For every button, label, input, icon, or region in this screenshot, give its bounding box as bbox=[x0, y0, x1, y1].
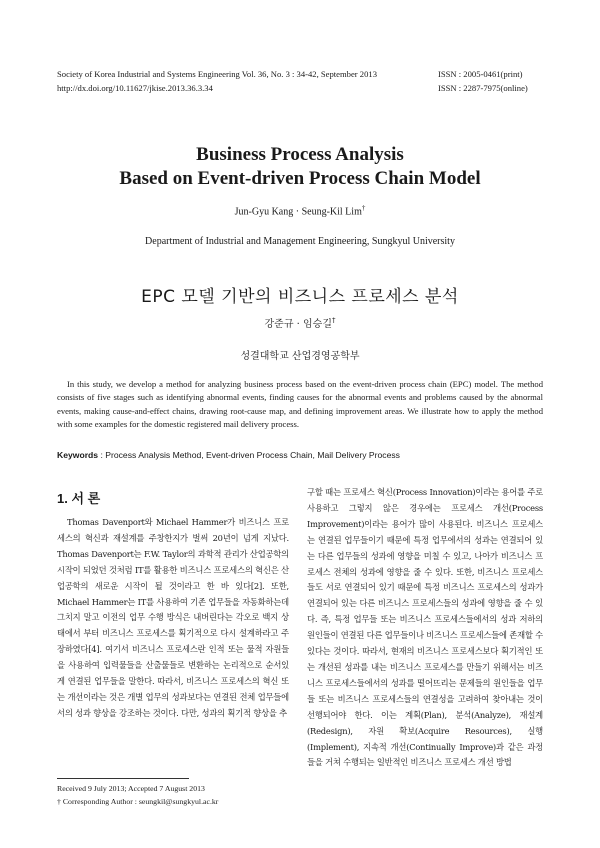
corresponding-text: Corresponding Author : seungkil@sungkyul.ac.kr bbox=[62, 797, 219, 806]
received-date: Received 9 July 2013; Accepted 7 August 2013 bbox=[57, 784, 205, 793]
title-ko: EPC 모델 기반의 비즈니스 프로세스 분석 bbox=[141, 287, 459, 307]
paragraph: Thomas Davenport와 Michael Hammer가 비즈니스 프로세스의 혁신과 재설계를 주창한지가 벌써 20년이 넘게 지났다. Thomas Davenport는 F.W. Taylor의 과학적 관리가 산업공학의 시작이 되었던 것처럼 IT를 활용한 비즈니스 프로세스의 혁신은 산업공학의 새로운 시작이 될 것이라고 한 바 있다[2]. 또한, Michael Hammer는 IT를 사용하여 기존 업무들을 자동화하는데 그치지 말고 이전의 업무 수행 방식은 내버린다는 각오로 백지 상태에서 부터 비즈니스 프로세스를 획기적으로 다시 설계하라고 주장하였다[4]. 여기서 비즈니스 프로세스란 인적 또는 물적 자원들을 사용하여 입력물들을 산출물들로 변환하는 논리적으로 순서있게 연결된 업무들을 말한다. 따라서, 비즈니스 프로세스의 혁신 또는 개선이라는 것은 개별 업무의 성과보다는 연결된 전체 업무들에서의 성과 향상을 강조하는 것이다. 다만, 성과의 획기적 향상을 추 bbox=[57, 517, 289, 718]
body-column-left bbox=[57, 515, 289, 722]
doi-link[interactable]: http://dx.doi.org/10.11627/jkise.2013.36.3.34 bbox=[57, 83, 213, 93]
issn-online: ISSN : 2287-7975(online) bbox=[438, 83, 528, 93]
affiliation-ko: 성결대학교 산업경영공학부 bbox=[240, 351, 360, 362]
affiliation-en: Department of Industrial and Management Engineering, Sungkyul University bbox=[145, 236, 455, 247]
journal-info: Society of Korea Industrial and Systems Engineering Vol. 36, No. 3 : 34-42, September 2013 bbox=[57, 69, 377, 79]
keywords-text: Process Analysis Method, Event-driven Process Chain, Mail Delivery Process bbox=[105, 450, 400, 460]
keywords-sep: : bbox=[98, 450, 106, 460]
authors-ko-names: 강준규 · 임승길 bbox=[264, 319, 332, 330]
abstract: In this study, we develop a method for analyzing business process based on the event-driven process chain (EPC) model. The method consists of five stages such as identifying abnormal events, finding causes for the abnormal events and problems caused by the abnormal events, making cause-and-effect chains, drawing root-cause map, and defining improvement areas. We illustrate how to apply the method with some examples for the domestic registered mail delivery process. bbox=[57, 379, 543, 430]
keywords-label: Keywords bbox=[57, 450, 99, 460]
footnote-rule bbox=[57, 778, 189, 779]
dagger-mark: † bbox=[57, 797, 61, 806]
keywords bbox=[57, 450, 400, 460]
corresponding-author bbox=[57, 796, 218, 808]
body-column-right bbox=[307, 485, 543, 771]
title-en-line1: Business Process Analysis bbox=[196, 144, 404, 165]
authors-en bbox=[0, 204, 600, 217]
authors-ko bbox=[0, 315, 600, 330]
section-heading: 1. 서 론 bbox=[57, 491, 101, 506]
authors-en-names: Jun-Gyu Kang · Seung-Kil Lim bbox=[234, 206, 362, 218]
title-en-line2: Based on Event-driven Process Chain Model bbox=[119, 168, 481, 189]
author-mark: † bbox=[361, 204, 366, 212]
author-ko-mark: † bbox=[332, 316, 336, 325]
paragraph: 구할 때는 프로세스 혁신(Process Innovation)이라는 용어를 주로 사용하고 그렇지 않은 경우에는 프로세스 개선(Process Improvement)이라는 용어가 많이 사용된다. 비즈니스 프로세스는 연결된 업무들이기 때문에 특정 업무에서의 성과는 연결되어 있는 다른 업무들의 성과에 영향을 미칠 수 있고, 나아가 비즈니스 프로세스 전체의 성과에 영향을 줄 수 있다. 또한, 비즈니스 프로세스들도 서로 연결되어 있기 때문에 특정 비즈니스 프로세스의 성과가 연결되어 있는 다른 비즈니스 프로세스들의 성과에 영향을 줄 수 있다. 즉, 특정 업무들 또는 비즈니스 프로세스들에서의 성과 저하의 원인들이 연결된 다른 업무들이나 비즈니스 프로세스들에 존재할 수 있다는 것이다. 따라서, 현재의 비즈니스 프로세스보다 획기적인 또는 개선된 성과를 내는 비즈니스 프로세스를 만들기 위해서는 비즈니스 프로세스들에서의 성과를 떨어뜨리는 문제들의 원인들을 업무들 또는 비즈니스 프로세스들의 연결성을 고려하여 찾아내는 것이 선행되어야 한다. 이는 계획(Plan), 분석(Analyze), 재설계(Redesign), 자원 확보(Acquire Resources), 실행(Implement), 지속적 개선(Continually Improve)과 같은 과정들을 거쳐 수행되는 일반적인 비즈니스 프로세스 개선 방법 bbox=[307, 487, 543, 768]
issn-print: ISSN : 2005-0461(print) bbox=[438, 69, 523, 79]
